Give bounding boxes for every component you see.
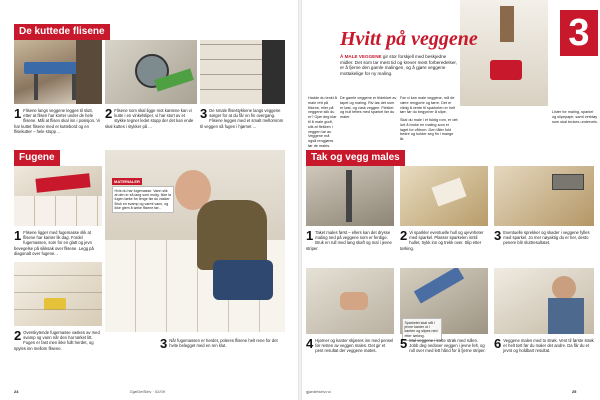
photo-grout-float: [14, 166, 102, 226]
materials-note: Hvis du har fugemasse. Vann slik at den er så lang som mulig. Ikke la fugen tørke for lenge før du vasker. Bruk en svamp og varmt vann, og ikke glem å tørke flisene før...: [112, 186, 174, 213]
grout-step-caption-2: 2 Overskytende fugemasse vaskes av med svamp og vann når den har tørket litt. Fugen er fast men ikke fullt herdet, og spyles inn mellom flisene.: [14, 328, 100, 351]
spackle-note-box: Sparkelet skal stå i jevne kanter ut i kanten og slipes ned etter tørking.: [402, 318, 442, 341]
photo-second-coat: [494, 268, 594, 334]
body-column-2: De gamle veggene er tildekket av tapet og maling. Riv løs det som er løst, og vask veggen. Flekker og hull tettes med sparkel før du maler.: [340, 96, 397, 120]
paint-step-caption-4: 4 Hjørner og kanter skjæres inn med pensel før resten av veggen males. Det gir et pent resultat der veggene møtes.: [306, 336, 394, 354]
article-title: Hvitt på veggene: [340, 28, 478, 50]
body-column-4: Skal du male i et fuktig rom, er det lurt å bruke en maling som er laget for våtrom. Den tåler fukt bedre og holder seg fin i mange år.: [400, 118, 458, 142]
left-page: [0, 0, 298, 400]
grout-step-caption-3: 3 Når fugemassen er herdet, poleres flisene helt rene for det hvite belegget med en ren klut.: [160, 336, 278, 351]
right-page-footer: [306, 389, 576, 394]
paint-step-caption-5: 5 Mal veggene i korte strøk med rullen. Jobb deg nedover veggen i jevne felt, og rull over med lett hånd for å fjerne striper.: [400, 336, 486, 354]
step-caption-1: 1 Flisene langs veggene legges til slutt, etter at flisen har korter under de hele flisene. Mål at flisen skal inn i posisjon. Vi har kuttet flisene med et kuttebord og en flisekutter – hele stopp ...: [14, 106, 100, 134]
body-column-1: Hadde du tenkt å male rett på flisene, eller på veggene slik du er? Gjør deg klar til å male godt, slik at flekken i veggen tar av. Veggene må også rengjøres før de males.: [308, 96, 337, 148]
side-note: Lister for maling, sparkel og slipepapir, samt verktøy som skal brukes underveis.: [552, 110, 599, 124]
photo-angle-grinder: [105, 40, 197, 104]
photo-spackle-crack: [494, 166, 594, 226]
section-header-tak-og-vegg: Tak og vegg males: [306, 150, 405, 166]
photo-spackle-hole: [400, 166, 488, 226]
intro-paragraph: Å MALE VEGGENE gir stor forskjell med beskjedne midler. Det som tar mest tid og krever mest forberedelser, er å fjerne den gamle malingen, og å gjøre veggene mottakelige for ny maling.: [340, 54, 457, 76]
photo-tiles-along-wall: [200, 40, 285, 104]
paint-step-caption-6: 6 Veggene males med to strøk. Vent til første strøk er helt tørt før du maler det andre. Da får du et jevnt og holdbart resultat.: [494, 336, 594, 354]
photo-ceiling-roller: [306, 166, 394, 226]
paint-step-caption-2: 2 Vi sparkler eventuelle hull og ujevnheter med sparkel. Plasser sparkelen inntil hullet, trykk inn og trekk over. Slip etter tørking.: [400, 228, 484, 251]
chapter-number: 3: [560, 10, 598, 56]
page-number-right: 25: [571, 389, 577, 394]
photo-tile-cutting-table: [14, 40, 102, 104]
section-header-fugene: Fugene: [14, 150, 60, 166]
section-header-kuttede-flisene: De kuttede flisene: [14, 24, 110, 40]
left-page-footer: [14, 389, 165, 394]
materials-label: MATERIALER: [114, 179, 140, 184]
paint-step-caption-1: 1 Taket males først – ellers kan det drysse maling ned på veggene som er ferdige. Bruk en rull med lang skaft og mal i jevne striper.: [306, 228, 392, 251]
photo-sponge-wash: [14, 262, 102, 326]
page-number-left: 24: [14, 389, 19, 394]
magazine-name-right: gjørdetselv.no: [306, 389, 331, 394]
grout-step-caption-1: 1 Flisene ligger med fugemasse slik at flisene har kanter lik dag. Fordel fugemassen, som for en glatt og jevn bevegelse på sikksak over flisene. Legg på diagonalt over fugene...: [14, 228, 94, 256]
photo-cutting-in-corners: [306, 268, 394, 334]
step-caption-3: 3 De smale flisestykkene langs veggene sørger for at du får en fin overgang. Flisene legges med et smalt mellomrom til veggen så fugen i hjørnet ...: [200, 106, 284, 129]
paint-step-caption-3: 3 Eventuelle sprekker og skader i veggene fylles med sparkel. Jo mer nøyaktig du er her, desto penere blir sluttresultatet.: [494, 228, 590, 246]
magazine-name-left: GjørDetSelv · 02/09: [129, 389, 165, 394]
body-column-3: Før vi kan male veggene, må de være rengjorte og tørre. Det er viktig å vente til sparkelen er helt tørr før du begynner å slipe.: [400, 96, 456, 115]
photo-painted-wall: [460, 0, 548, 106]
step-caption-2: 2 Flisene som skal ligge mot kantene kan vi kutte i en vinkelsliper, vi har stort av et stykke tegner ledet stopp der det kan ende skal kuttes i stykker på ...: [105, 106, 194, 129]
